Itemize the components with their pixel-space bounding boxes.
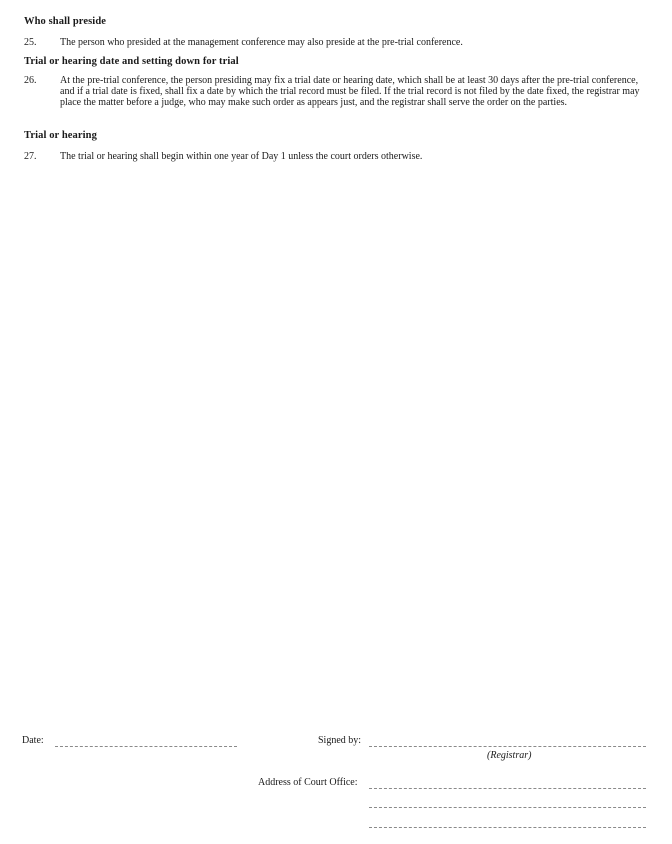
address-label: Address of Court Office: xyxy=(258,777,358,788)
address-line-2[interactable] xyxy=(369,807,646,808)
paragraph-number: 26. xyxy=(24,75,37,86)
section-heading-trial-date: Trial or hearing date and setting down for trial xyxy=(24,56,239,67)
address-line-1[interactable] xyxy=(369,788,646,789)
section-heading-who-shall-preside: Who shall preside xyxy=(24,16,107,27)
section-heading-trial-or-hearing: Trial or hearing xyxy=(24,130,97,141)
address-line-3[interactable] xyxy=(369,827,646,828)
paragraph-text: The trial or hearing shall begin within one year of Day 1 unless the court orders otherwise. xyxy=(60,151,423,162)
date-line[interactable] xyxy=(55,746,237,747)
paragraph-number: 27. xyxy=(24,151,37,162)
registrar-label: (Registrar) xyxy=(487,750,532,761)
date-label: Date: xyxy=(22,735,44,746)
paragraph-number: 25. xyxy=(24,37,37,48)
paragraph-text: The person who presided at the management conference may also preside at the pre-trial conference. xyxy=(60,37,463,48)
signature-line[interactable] xyxy=(369,746,646,747)
signed-by-label: Signed by: xyxy=(318,735,362,746)
paragraph-text: At the pre-trial conference, the person presiding may fix a trial date or hearing date, which shall be at least 30 days after the pre-trial conference, and if a trial date is fixed, shall fix a date by which the trial record must be filed. If the trial record is not filed by the date fixed, the registrar may place the matter before a judge, who may make such order as appears just, and the registrar shall serve the order on the parties. xyxy=(60,75,640,108)
